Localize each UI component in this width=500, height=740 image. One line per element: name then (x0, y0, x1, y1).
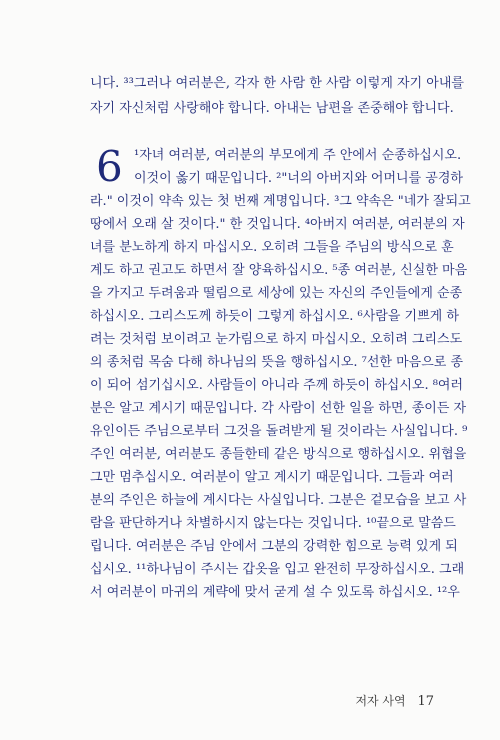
text-line: 니다. ³³그러나 여러분은, 각자 한 사람 한 사람 이렇게 자기 아내를 (90, 76, 464, 91)
text-line: 유인이든 주님으로부터 그것을 돌려받게 될 것이라는 사실입니다. ⁹ (90, 424, 468, 439)
text-line: 주인 여러분, 여러분도 종들한테 같은 방식으로 행하십시오. 위협을 (90, 447, 467, 462)
text-line: 땅에서 오래 살 것이다." 한 것입니다. ⁴아버지 여러분, 여러분의 자 (90, 217, 465, 232)
text-line: 계도 하고 권고도 하면서 잘 양육하십시오. ⁵종 여러분, 신실한 마음 (90, 263, 468, 278)
text-line: 자기 자신처럼 사랑해야 합니다. 아내는 남편을 존중해야 합니다. (90, 101, 454, 116)
chapter-number: 6 (96, 142, 123, 191)
text-line: 그만 멈추십시오. 여러분이 알고 계시기 때문입니다. 그들과 여러 (90, 470, 454, 485)
text-line: 분은 알고 계시기 때문입니다. 각 사람이 선한 일을 하면, 종이든 자 (90, 401, 467, 416)
text-line: 이 되어 섬기십시오. 사람들이 아니라 주께 하듯이 하십시오. ⁸여러 (90, 378, 464, 393)
page-footer (355, 692, 434, 709)
text-line: 라." 이것이 약속 있는 첫 번째 계명입니다. ³그 약속은 "네가 잘되고 (90, 194, 471, 209)
text-line: 분의 주인은 하늘에 계시다는 사실입니다. 그분은 겉모습을 보고 사 (90, 493, 467, 508)
text-line: 녀를 분노하게 하지 마십시오. 오히려 그들을 주님의 방식으로 훈 (90, 240, 454, 255)
text-line: 이것이 옳기 때문입니다. ²"너의 아버지와 어머니를 공경하 (134, 171, 463, 186)
text-line: 람을 판단하거나 차별하시지 않는다는 것입니다. ¹⁰끝으로 말씀드 (90, 516, 456, 531)
page-number: 17 (417, 694, 434, 709)
text-line: 의 종처럼 목숨 다해 하나님의 뜻을 행하십시오. ⁷선한 마음으로 종 (90, 355, 464, 370)
text-line: 을 가지고 두려움과 떨림으로 세상에 있는 자신의 주인들에게 순종 (90, 286, 463, 301)
text-line: 립니다. 여러분은 주님 안에서 그분의 강력한 힘으로 능력 있게 되 (90, 539, 458, 554)
book-title: 저자 사역 (355, 694, 406, 708)
text-line: 려는 것처럼 보이려고 눈가림으로 하지 마십시오. 오히려 그리스도 (90, 332, 463, 347)
text-line: 서 여러분이 마귀의 계략에 맞서 굳게 설 수 있도록 하십시오. ¹²우 (90, 585, 460, 600)
text-line: 십시오. ¹¹하나님이 주시는 갑옷을 입고 완전히 무장하십시오. 그래 (90, 562, 465, 577)
text-line: ¹자녀 여러분, 여러분의 부모에게 주 안에서 순종하십시오. (134, 148, 462, 163)
text-line: 하십시오. 그리스도께 하듯이 그렇게 하십시오. ⁶사람을 기쁘게 하 (90, 309, 459, 324)
